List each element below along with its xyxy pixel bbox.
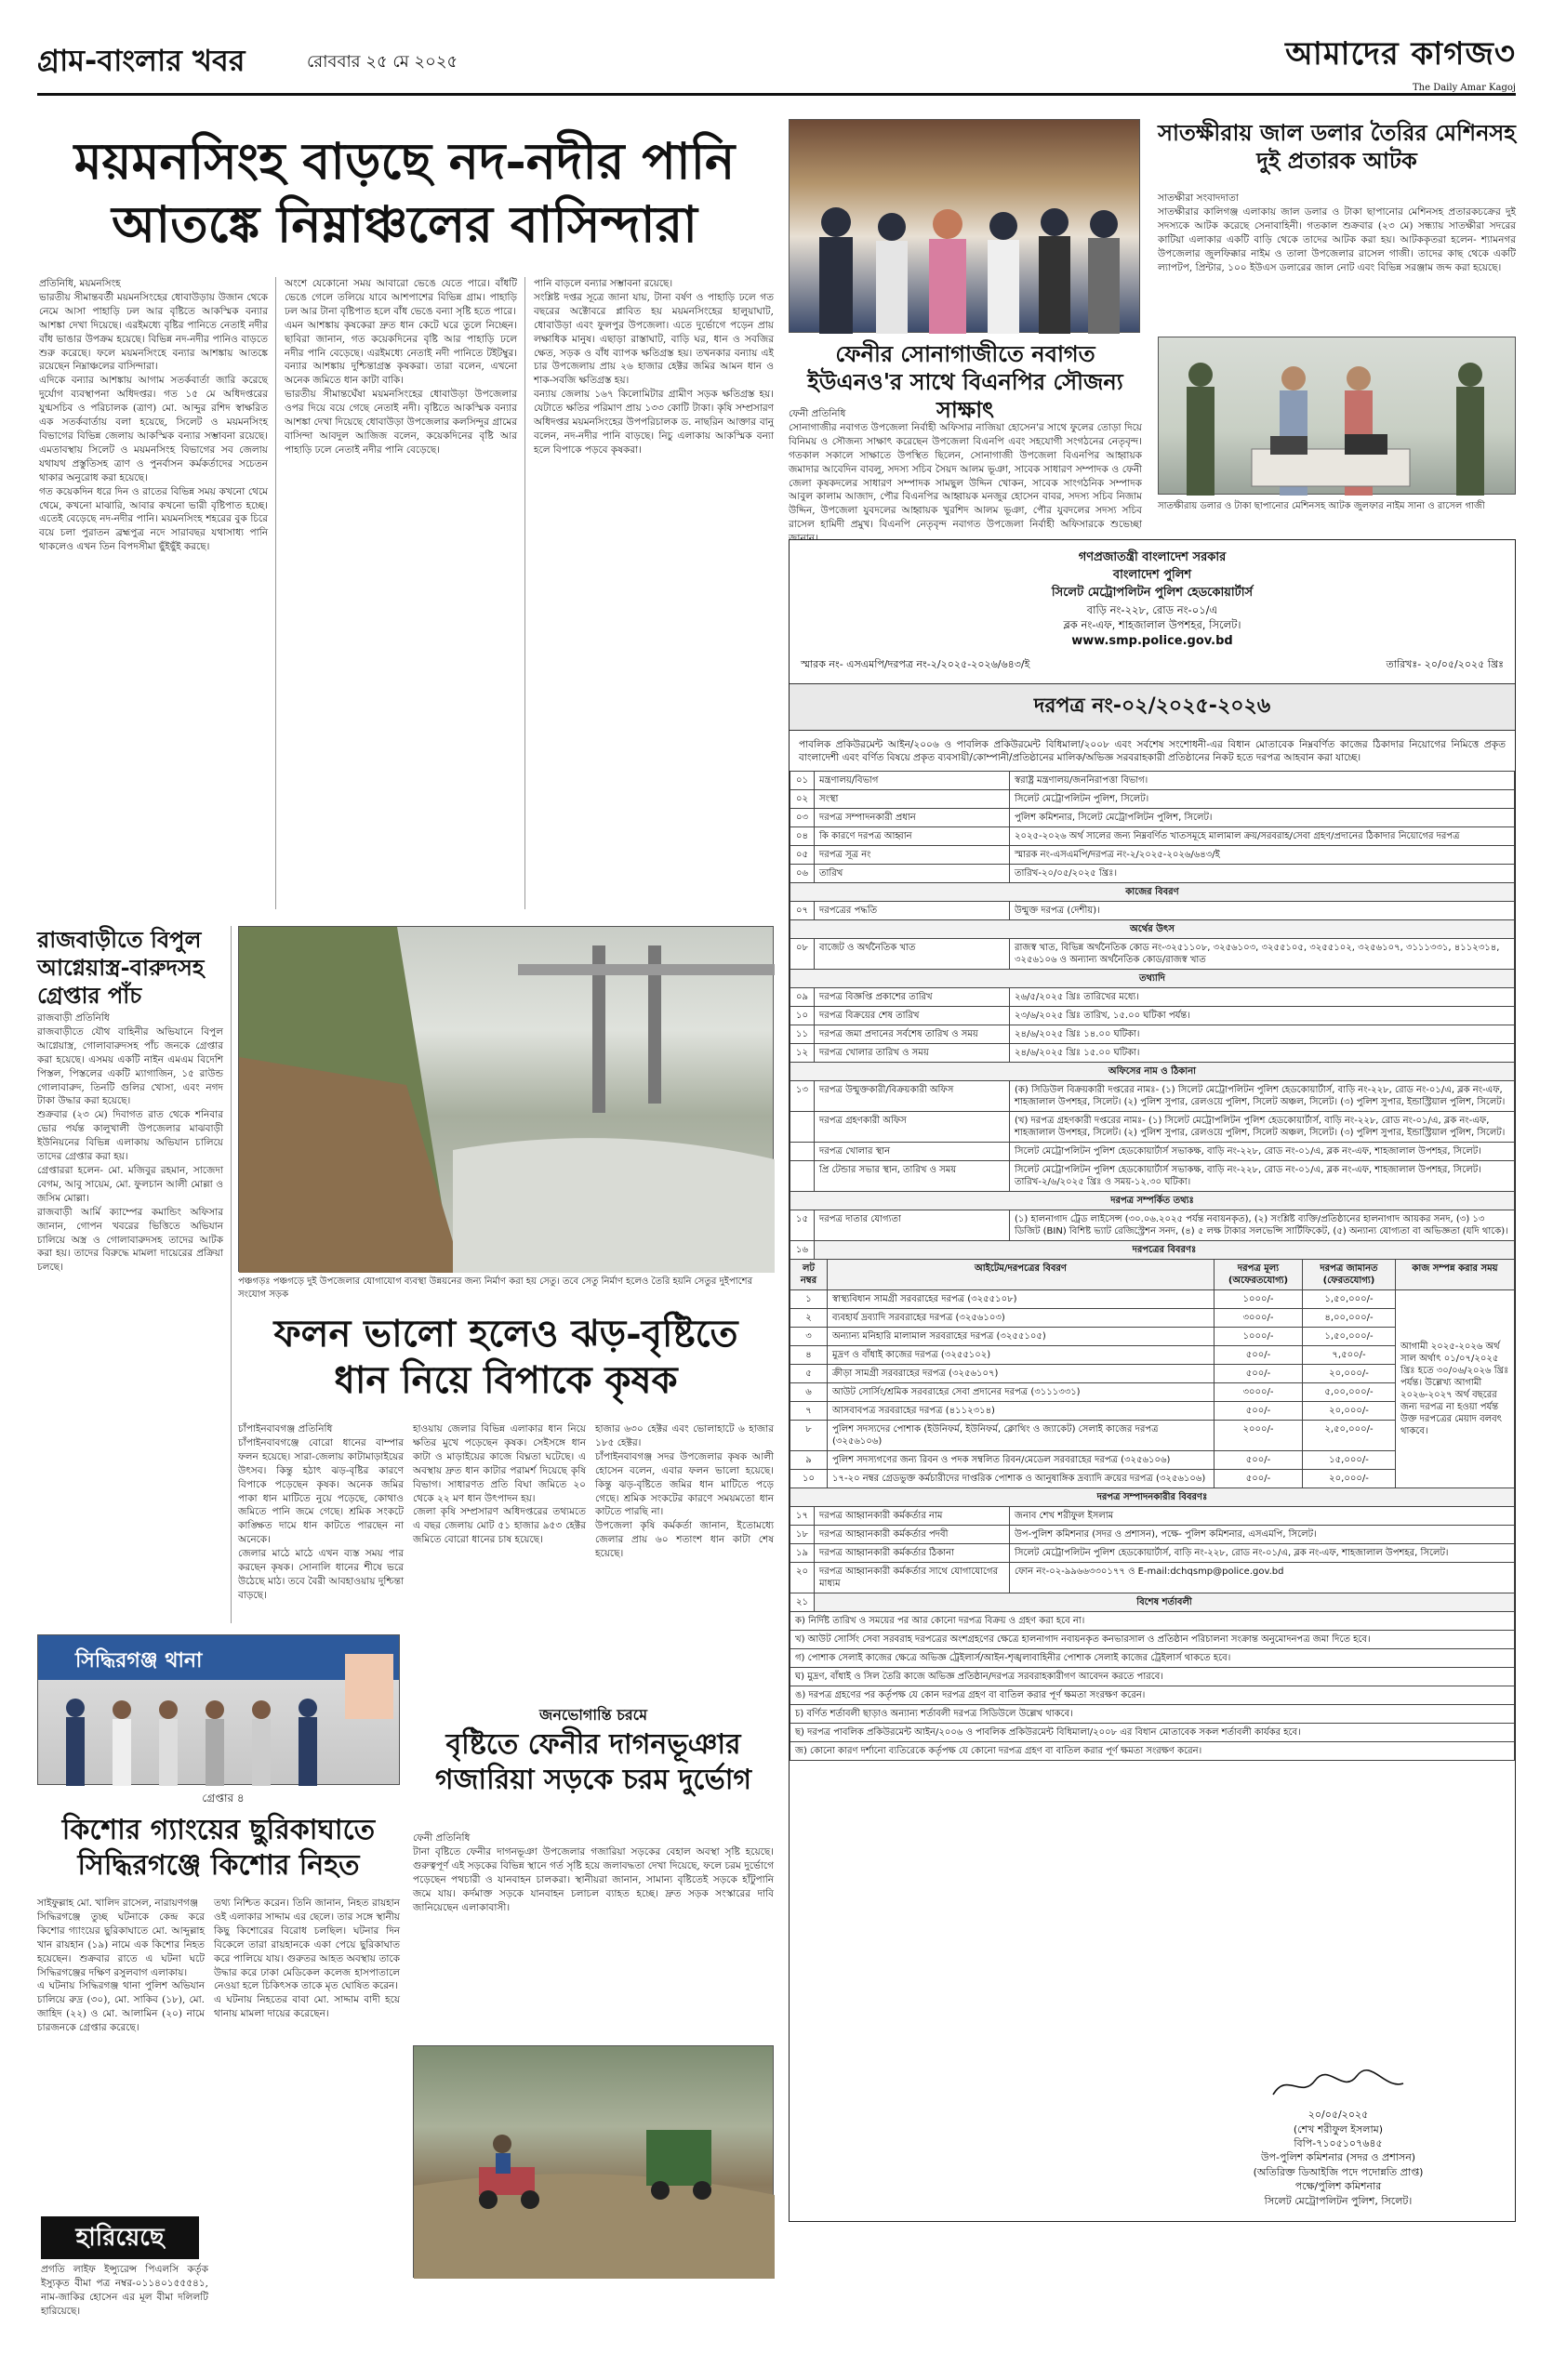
tender-cell-n: ১৯ — [790, 1544, 815, 1563]
tender-cell-v: ২০২৫-২০২৬ অর্থ সালের জন্য নিম্নবর্ণিত খাতসমূহে মালামাল ক্রয়/সরবরাহ/সেবা গ্রহণ/প্রদানের ঠিকাদার নিয়োগের দরপত্র — [1010, 827, 1515, 846]
term-text: ঘ) মুদ্রণ, বাঁধাই ও সিল তৈরি কাজে অভিজ্ঞ প্রতিষ্ঠান/দরপত্র সরবরাহকারীগণ আবেদন করতে পারবে। — [790, 1668, 1515, 1686]
column-divider — [275, 277, 276, 909]
tender-row — [790, 1112, 1515, 1143]
tender-row — [790, 772, 1515, 790]
goods-cell-security: ৭,৫০০/- — [1303, 1346, 1396, 1365]
tender-website-link[interactable]: www.smp.police.gov.bd — [1071, 633, 1233, 648]
tender-cell-v: রাজস্ব খাত, বিভিন্ন অর্থনৈতিক কোড নং-৩২৫১১০৮, ৩২৫৬১০৩, ৩২৫৫১০৫, ৩২৫৫১০২, ৩২৫৬১০৭, ৩১১১৩৩১, ৪১১২৩১৪, ৩২৫৬১০৬ ও অন্যান্য অর্থনৈতিক কোড/রাজস্ব খাত — [1010, 939, 1515, 970]
lead-column-1: প্রতিনিধি, ময়মনসিংহ ভারতীয় সীমান্তবর্তী ময়মনসিংহের ধোবাউড়ায় উজান থেকে নেমে আসা পাহাড়ি ঢল আর বৃষ্টিতে আকস্মিক বন্যার আশঙ্কা দেখা দিয়েছে। এরইমধ্যে বৃষ্টির পানিতে নেতাই নদীর বাঁধ ভাঙার উপক্রম হয়েছে। বিভিন্ন নদ-নদীর পানিও বাড়তে শুরু করেছে। ফলে ময়মনসিংহে বন্যার আশঙ্কায় আতঙ্কে রয়েছেন নিম্নাঞ্চলের বাসিন্দারা। এদিকে বন্যার আশঙ্কায় আগাম সতর্কবার্তা জারি করেছে দুর্যোগ ব্যবস্থাপনা অধিদপ্তর। গত ১৫ মে অধিদপ্তরের যুগ্মসচিব ও পরিচালক (ত্রাণ) মো. আব্দুর রশিদ স্বাক্ষরিত এক সতর্কবার্তায় বলা হয়েছে, সিলেট ও ময়মনসিংহ বিভাগের বিভিন্ন জেলায় আকস্মিক বন্যার সম্ভাবনা রয়েছে। এমতাবস্থায় সিলেট ও ময়মনসিংহ বিভাগের সব জেলায় যথাযথ প্রস্তুতিসহ ত্রাণ ও পুনর্বাসন কর্মকর্তাদের সচেতন থাকার অনুরোধ করা হয়েছে। গত কয়েকদিন ধরে দিন ও রাতের বিভিন্ন সময় কখনো থেমে থেমে, কখনো মাঝারি, আবার কখনো ভারী বৃষ্টিপাত হচ্ছে। এতেই বেড়েছে নদ-নদীর পানি। ময়মনসিংহ শহরের বুক চিরে বয়ে চলা পুরাতন ব্রহ্মপুত্র নদে সারাবছর যথাসাধ্য পানি থাকলেও এখন তিন বিপদসীমা ছুঁইছুঁই করছে। — [39, 278, 268, 553]
tender-row — [790, 1210, 1515, 1241]
rajbari-headline: রাজবাড়ীতে বিপুল আগ্নেয়াস্ত্র-বারুদসহ গ্রেপ্তার পাঁচ — [37, 926, 205, 1009]
tender-cell-k: দরপত্র গ্রহণকারী অফিস — [815, 1112, 1010, 1143]
tender-cell-k: সংস্থা — [815, 790, 1010, 809]
lost-notice-title: হারিয়েছে — [41, 2216, 199, 2259]
paddy-column-2: হাওয়ায় জেলার বিভিন্ন এলাকার ধান নিয়ে ক্ষতির মুখে পড়েছেন কৃষক। সেইসঙ্গে ধান কাটা ও মাড়াইয়ের কাজে বিঘ্নতা ঘটেছে। এ অবস্থায় দ্রুত ধান কাটার পরামর্শ দিয়েছে কৃষি বিভাগ। সাধারণত প্রতি বিঘা জমিতে ২০ থেকে ২২ মণ ধান উৎপাদন হয়। জেলা কৃষি সম্প্রসারণ অধিদপ্তরের তথ্যমতে এ বছর জেলায় মোট ৫১ হাজার ৯৫৩ হেক্টর জমিতে বোরো ধানের চাষ হয়েছে। — [413, 1423, 586, 1546]
tender-cell-v: সিলেট মেট্রোপলিটন পুলিশ হেডকোয়ার্টার্স সভাকক্ষ, বাড়ি নং-২২৮, রোড নং-০১/এ, ব্লক নং-এফ, শাহজালাল উপশহর, সিলেট। — [1010, 1143, 1515, 1161]
goods-col-lot: লট নম্বর — [790, 1260, 828, 1290]
tender-row — [790, 1161, 1515, 1192]
tender-cell-k: দরপত্র আহ্বানকারী কর্মকর্তার ঠিকানা — [815, 1544, 1010, 1563]
goods-cell-item: ব্যবহার্য দ্রব্যাদি সরবরাহের দরপত্র (৩২৫৬১০৩) — [828, 1309, 1215, 1328]
tender-cell-n: ১৫ — [790, 1210, 815, 1241]
term-row — [790, 1631, 1515, 1649]
goods-cell-n: ৭ — [790, 1402, 828, 1421]
signer-designation-2: (অতিরিক্ত ডিআইজি পদে পদোন্নতি প্রাপ্ত) — [1253, 2165, 1424, 2178]
goods-cell-price: ১০০০/- — [1215, 1290, 1303, 1309]
goods-cell-item: আসবাবপত্র সরবরাহের দরপত্র (৪১১২৩১৪) — [828, 1402, 1215, 1421]
tender-cell-k: দরপত্র উন্মুক্তকারী/বিক্রয়কারী অফিস — [815, 1081, 1010, 1112]
tender-cell-n: ০১ — [790, 772, 815, 790]
sonagazi-meeting-photo — [789, 119, 1140, 333]
muddy-road-vehicles-icon — [414, 2046, 775, 2279]
term-text: ঙ) দরপত্র গ্রহণের পর কর্তৃপক্ষ যে কোন দরপত্র গ্রহণ বা বাতিল করার পূর্ণ ক্ষমতা সংরক্ষণ করেন। — [790, 1686, 1515, 1705]
lost-notice-body: প্রগতি লাইফ ইন্স্যুরেন্স পিএলসি কর্তৃক ইস্যুকৃত বীমা পত্র নম্বর-০১১৪০১৫৫৫৪১, নাম-জাকির হোসেন এর মূল বীমা দলিলটি হারিয়েছে। — [41, 2264, 208, 2317]
tender-cell-k: দরপত্র খোলার তারিখ ও সময় — [815, 1044, 1010, 1063]
tender-row — [790, 1081, 1515, 1112]
goods-cell-price: ৫০০/- — [1215, 1365, 1303, 1383]
goods-cell-n: ২ — [790, 1309, 828, 1328]
sonagazi-headline: ফেনীর সোনাগাজীতে নবাগত ইউএনও'র সাথে বিএনপির সৌজন্য সাক্ষাৎ — [807, 340, 1123, 423]
tender-cell-n: ০৪ — [790, 827, 815, 846]
brand-subtitle: The Daily Amar Kagoj — [1413, 83, 1516, 93]
tender-row — [790, 988, 1515, 1007]
goods-cell-n: ১ — [790, 1290, 828, 1309]
tender-cell-n — [790, 1143, 815, 1161]
goods-cell-item: ক্রীড়া সামগ্রী সরবরাহের দরপত্র (৩২৫৬১০৭) — [828, 1365, 1215, 1383]
tender-cell-k: প্রি টেন্ডার সভার স্থান, তারিখ ও সময় — [815, 1161, 1010, 1192]
tender-signature-block — [1199, 2067, 1478, 2208]
tender-section-heading: বিশেষ শর্তাবলী — [815, 1593, 1515, 1612]
term-row — [790, 1742, 1515, 1761]
goods-cell-n: ৮ — [790, 1421, 828, 1451]
tender-row — [790, 939, 1515, 970]
dagonbhuiyan-body: ফেনী প্রতিনিধি টানা বৃষ্টিতে ফেনীর দাগনভূঞা উপজেলার গজারিয়া সড়কের বেহাল অবস্থা সৃষ্টি হয়েছে। গুরুত্বপূর্ণ এই সড়কের বিভিন্ন স্থানে গর্ত সৃষ্টি হয়ে জলাবদ্ধতা দেখা দিয়েছে, ফলে চরম দুর্ভোগে পড়েছেন পথচারী ও যানবাহন চালকরা। স্থানীয়রা জানান, সামান্য বৃষ্টিতেই সড়কে হাঁটুপানি জমে যায়। কর্দমাক্ত সড়কে যানবাহন চলাচল ব্যাহত হচ্ছে। দ্রুত সড়ক সংস্কারের দাবি জানিয়েছেন এলাকাবাসী। — [413, 1832, 774, 1913]
tender-title: দরপত্র নং-০২/২০২৫-২০২৬ — [790, 683, 1515, 731]
goods-cell-price: ১০০০/- — [1215, 1328, 1303, 1346]
tender-cell-v: স্মারক নং-এসএমপি/দরপত্র নং-২/২০২৫-২০২৬/৬৪৩/ই — [1010, 846, 1515, 865]
goods-cell-security: ২০,০০০/- — [1303, 1470, 1396, 1488]
tender-officer-table: দরপত্র সম্পাদনকারীর বিবরণঃ ১৭ দরপত্র আহ্বানকারী কর্মকর্তার নাম জনাব শেখ শরীফুল ইসলাম ১৮ দরপত্র আহ্বানকারী কর্মকর্তার পদবী উপ-পুলিশ কমিশনার (সদর ও প্রশাসন), পক্ষে- পুলিশ কমিশনার, এসএমপি, সিলেট। ১৯ দরপত্র আহ্বানকারী কর্মকর্তার ঠিকানা সিলেট মেট্রোপলিটন পুলিশ হেডকোয়ার্টার্স, বাড়ি নং-২২৮, রোড নং-০১/এ, ব্লক নং-এফ, শাহজালাল উপশহর, সিলেট। ২০ দরপত্র আহ্বানকারী কর্মকর্তার সাথে যোগাযোগের মাধ্যম ফোন নং-০২-৯৯৬৬৩৩০১৭৭ ও E-mail:dchqsmp@police.gov.bd ২১ বিশেষ শর্তাবলী ক) নির্দিষ্ট তারিখ ও সময়ের পর আর কোনো দরপত্র বিক্রয় ও গ্রহণ করা হবে না। খ) আউট সোর্সিং সেবা সরবরাহ দরপত্রের অংশগ্রহণের ক্ষেত্রে হালনাগাদ নবায়নকৃত কনভারসাল ও প্রতিষ্ঠান পরিচালনা সংক্রান্ত অনুমোদনপত্র জমা দিতে হবে। গ) পোশাক সেলাই কাজের ক্ষেত্রে অভিজ্ঞ ট্রেইলার্স/আইন-শৃঙ্খলাবাহিনীর পোশাক সেলাই কাজের ট্রেইলার্স থাকতে হবে। ঘ) মুদ্রণ, বাঁধাই ও সিল তৈরি কাজে অভিজ্ঞ প্রতিষ্ঠান/দরপত্র সরবরাহকারীগণ আবেদন করতে পারবে। ঙ) দরপত্র গ্রহণের পর কর্তৃপক্ষ যে কোন দরপত্র গ্রহণ বা বাতিল করার পূর্ণ ক্ষমতা সংরক্ষণ করেন। চ) বর্ণিত শর্তাবলী ছাড়াও অন্যান্য শর্তাবলী দরপত্র সিডিউলে উল্লেখ থাকবে। ছ) দরপত্র পাবলিক প্রকিউরমেন্ট আইন/২০০৬ ও পাবলিক প্রকিউরমেন্ট বিধিমালা/২০০৮ এর বিধান মোতাবেক সকল শর্তাবলী কার্যকর হবে। জ) কোনো কারণ দর্শানো ব্যতিরেকে কর্তৃপক্ষ যে কোনো দরপত্র গ্রহণ বা বাতিল করার পূর্ণ ক্ষমতা সংরক্ষণ করেন। — [790, 1488, 1515, 1761]
signer-designation-1: উপ-পুলিশ কমিশনার (সদর ও প্রশাসন) — [1260, 2151, 1416, 2164]
tender-notice — [789, 539, 1516, 2222]
tender-cell-n: ০২ — [790, 790, 815, 809]
tender-section-heading: দরপত্রের বিবরণঃ — [815, 1241, 1515, 1260]
goods-cell-price: ৩০০০/- — [1215, 1309, 1303, 1328]
signer-bp: বিপি-৭১০৫১০৭৬৪৫ — [1294, 2137, 1383, 2150]
lead-column-2: অংশে যেকোনো সময় আবারো ভেঙে যেতে পারে। বাঁধটি ভেঙে গেলে তলিয়ে যাবে আশপাশের বিভিন্ন গ্রাম। পাহাড়ি ঢল আর টানা বৃষ্টিপাত হলে বাঁধ ভেঙে বন্যা সৃষ্টি হতে পারে। এমন আশঙ্কায় কৃষকেরা দ্রুত ধান কেটে ঘরে তুলে নিচ্ছেন। ছাবিরা জানান, গত কয়েকদিনের বৃষ্টি আর পাহাড়ি ঢলে নদীর পানি বেড়েছে। এরইমধ্যে নেতাই নদী পানিতে টইটম্বুর। বন্যার আশঙ্কায় দুশ্চিন্তাগ্রস্ত কৃষকরা। তারা বলেন, এখনো অনেক জমিতে ধান কাটা বাকি। ভারতীয় সীমান্তঘেঁষা ময়মনসিংহের ধোবাউড়া উপজেলার ওপর দিয়ে বয়ে গেছে নেতাই নদী। বৃষ্টিতে আকস্মিক বন্যার আশঙ্কা দেখা দিয়েছে ধোবাউড়া উপজেলার কলসিন্দুর গ্রামের বাসিন্দা আবদুল আজিজ বলেন, কয়েকদিনের বৃষ্টি আর পাহাড়ি ঢলে নেতাই নদীর পানি বেড়েছে। — [285, 278, 517, 456]
term-row — [790, 1686, 1515, 1705]
siddhirganj-headline: কিশোর গ্যাংয়ের ছুরিকাঘাতে সিদ্ধিরগঞ্জে কিশোর নিহত — [61, 1814, 376, 1882]
goods-cell-price: ৫০০/- — [1215, 1402, 1303, 1421]
column-divider — [524, 277, 525, 909]
goods-cell-security: ১,৫০,০০০/- — [1303, 1328, 1396, 1346]
tender-org-line-1: গণপ্রজাতন্ত্রী বাংলাদেশ সরকার — [1078, 550, 1227, 564]
signer-name: (শেখ শরীফুল ইসলাম) — [1293, 2122, 1384, 2135]
tender-cell-k: দরপত্র সম্পাদনকারী প্রধান — [815, 809, 1010, 827]
tender-cell-n: ১৭ — [790, 1507, 815, 1526]
goods-cell-n: ৫ — [790, 1365, 828, 1383]
paddy-headline — [238, 1311, 774, 1404]
people-group-icon — [790, 120, 1141, 334]
signer-designation-4: সিলেট মেট্রোপলিটন পুলিশ, সিলেট। — [1264, 2194, 1413, 2207]
siddhirganj-column-1: সাইফুল্লাহ মো. খালিদ রাসেল, নারায়ণগঞ্জ সিদ্ধিরগঞ্জে তুচ্ছ ঘটনাকে কেন্দ্র করে কিশোর গ্যাংয়ের ছুরিকাঘাতে মো. আব্দুল্লাহ খান রায়হান (১৯) নামে এক কিশোর নিহত হয়েছেন। শুক্রবার রাতে এ ঘটনা ঘটে সিদ্ধিরগঞ্জের দক্ষিণ রসুলবাগ এলাকায়। এ ঘটনায় সিদ্ধিরগঞ্জ থানা পুলিশ অভিযান চালিয়ে রুদ্র (৩০), মো. সাকিব (১৮), মো. জাহিদ (২২) ও মো. আলামিন (২০) নামে চারজনকে গ্রেপ্তার করেছে। — [37, 1897, 205, 2034]
tender-cell-k: তারিখ — [815, 865, 1010, 883]
term-row — [790, 1668, 1515, 1686]
term-text: ছ) দরপত্র পাবলিক প্রকিউরমেন্ট আইন/২০০৬ ও পাবলিক প্রকিউরমেন্ট বিধিমালা/২০০৮ এর বিধান মোতাবেক সকল শর্তাবলী কার্যকর হবে। — [790, 1724, 1515, 1742]
section-title: গ্রাম-বাংলার খবর — [37, 43, 246, 78]
goods-cell-security: ২০,০০০/- — [1303, 1402, 1396, 1421]
tender-table: ০১ মন্ত্রণালয়/বিভাগ স্বরাষ্ট্র মন্ত্রণালয়/জননিরাপত্তা বিভাগ। ০২ সংস্থা সিলেট মেট্রোপলিটন পুলিশ, সিলেট। ০৩ দরপত্র সম্পাদনকারী প্রধান পুলিশ কমিশনার, সিলেট মেট্রোপলিটন পুলিশ, সিলেট। ০৪ কি কারণে দরপত্র আহ্বান ২০২৫-২০২৬ অর্থ সালের জন্য নিম্নবর্ণিত খাতসমূহে মালামাল ক্রয়/সরবরাহ/সেবা গ্রহণ/প্রদানের ঠিকাদার নিয়োগের দরপত্র ০৫ দরপত্র সূত্র নং স্মারক নং-এসএমপি/দরপত্র নং-২/২০২৫-২০২৬/৬৪৩/ই ০৬ তারিখ তারিখ-২০/০৫/২০২৫ খ্রিঃ। কাজের বিবরণ ০৭ দরপত্রের পদ্ধতি উন্মুক্ত দরপত্র (দেশীয়)। অর্থের উৎস ০৮ বাজেট ও অর্থনৈতিক খাত রাজস্ব খাত, বিভিন্ন অর্থনৈতিক কোড নং-৩২৫১১০৮, ৩২৫৬১০৩, ৩২৫৫১০৫, ৩২৫৫১০২, ৩২৫৬১০৭, ৩১১১৩৩১, ৪১১২৩১৪, ৩২৫৬১০৬ ও অন্যান্য অর্থনৈতিক কোড/রাজস্ব খাত তথ্যাদি ০৯ দরপত্র বিজ্ঞপ্তি প্রকাশের তারিখ ২৬/৫/২০২৫ খ্রিঃ তারিখের মধ্যে। ১০ দরপত্র বিক্রয়ের শেষ তারিখ ২৩/৬/২০২৫ খ্রিঃ তারিখ, ১৫.০০ ঘটিকা পর্যন্ত। ১১ দরপত্র জমা প্রদানের সর্বশেষ তারিখ ও সময় ২৪/৬/২০২৫ খ্রিঃ ১৪.০০ ঘটিকা। ১২ দরপত্র খোলার তারিখ ও সময় ২৪/৬/২০২৫ খ্রিঃ ১৫.০০ ঘটিকা। অফিসের নাম ও ঠিকানা ১৩ দরপত্র উন্মুক্তকারী/বিক্রয়কারী অফিস (ক) সিডিউল বিক্রয়কারী দপ্তরের নামঃ- (১) সিলেট মেট্রোপলিটন পুলিশ হেডকোয়ার্টার্স, বাড়ি নং-২২৮, রোড নং-০১/এ, ব্লক নং-এফ, শাহজালাল উপশহর, সিলেট। (২) পুলিশ সুপার, রেলওয়ে পুলিশ, সিলেট অঞ্চল, সিলেট। (৩) পুলিশ সুপার, ইন্ডাস্ট্রিয়াল পুলিশ, সিলেট। দরপত্র গ্রহণকারী অফিস (খ) দরপত্র গ্রহণকারী দপ্তরের নামঃ- (১) সিলেট মেট্রোপলিটন পুলিশ হেডকোয়ার্টার্স, বাড়ি নং-২২৮, রোড নং-০১/এ, ব্লক নং-এফ, শাহজালাল উপশহর, সিলেট। (২) পুলিশ সুপার, রেলওয়ে পুলিশ, সিলেট অঞ্চল, সিলেট। (৩) পুলিশ সুপার, ইন্ডাস্ট্রিয়াল পুলিশ, সিলেট। দরপত্র খোলার স্থান সিলেট মেট্রোপলিটন পুলিশ হেডকোয়ার্টার্স সভাকক্ষ, বাড়ি নং-২২৮, রোড নং-০১/এ, ব্লক নং-এফ, শাহজালাল উপশহর, সিলেট। প্রি টেন্ডার সভার স্থান, তারিখ ও সময় সিলেট মেট্রোপলিটন পুলিশ হেডকোয়ার্টার্স সভাকক্ষ, বাড়ি নং-২২৮, রোড নং-০১/এ, ব্লক নং-এফ, শাহজালাল উপশহর, সিলেট। তারিখ-২/৬/২০২৫ খ্রিঃ ও সময়-১২.৩০ ঘটিকা। দরপত্র সম্পর্কিত তথ্যঃ ১৫ দরপত্র দাতার যোগ্যতা (১) হালনাগাদ ট্রেড লাইসেন্স (৩০.০৬.২০২৫ পর্যন্ত নবায়নকৃত), (২) সংশ্লিষ্ট ব্যক্তি/প্রতিষ্ঠানের হালনাগাদ আয়কর সনদ, (৩) ১৩ ডিজিট (BIN) বিশিষ্ট ভ্যাট রেজিস্ট্রেশন সনদ, (৪) ৫ লক্ষ টাকার সলভেন্সি সার্টিফিকেট, (৫) অন্যান্য যোগ্যতা বা অভিজ্ঞতা (যদি থাকে)। ১৬ দরপত্রের বিবরণঃ — [790, 771, 1515, 1260]
tender-org-line-2: বাংলাদেশ পুলিশ — [1112, 567, 1192, 582]
tender-cell-n: ১৩ — [790, 1081, 815, 1112]
tender-row — [790, 790, 1515, 809]
tender-cell-v: (১) হালনাগাদ ট্রেড লাইসেন্স (৩০.০৬.২০২৫ পর্যন্ত নবায়নকৃত), (২) সংশ্লিষ্ট ব্যক্তি/প্রতিষ্ঠানের হালনাগাদ আয়কর সনদ, (৩) ১৩ ডিজিট (BIN) বিশিষ্ট ভ্যাট রেজিস্ট্রেশন সনদ, (৪) ৫ লক্ষ টাকার সলভেন্সি সার্টিফিকেট, (৫) অন্যান্য যোগ্যতা বা অভিজ্ঞতা (যদি থাকে)। — [1010, 1210, 1515, 1241]
paddy-column-3: হাজার ৬৩০ হেক্টর এবং ভোলাহাটে ৬ হাজার ১৮৫ হেক্টর। চাঁপাইনবাবগঞ্জ সদর উপজেলার কৃষক আলী হোসেন বলেন, এবার ফলন ভালো হয়েছে। কিন্তু ঝড়-বৃষ্টিতে জমির ধান মাটিতে পড়ে গেছে। শ্রমিক সংকটের কারণে সময়মতো ধান কাটতে পারছি না। উপজেলা কৃষি কর্মকর্তা জানান, ইতোমধ্যে জেলার প্রায় ৬০ শতাংশ ধান কাটা শেষ হয়েছে। — [595, 1423, 774, 1560]
tender-memo-date: তারিখঃ- ২০/০৫/২০২৫ খ্রিঃ — [1386, 657, 1504, 670]
tender-cell-v: পুলিশ কমিশনার, সিলেট মেট্রোপলিটন পুলিশ, সিলেট। — [1010, 809, 1515, 827]
tender-intro: পাবলিক প্রকিউরমেন্ট আইন/২০০৬ ও পাবলিক প্রকিউরমেন্ট বিধিমালা/২০০৮ এবং সর্বশেষ সংশোধনী-এর বিধান মোতাবেক নিম্নবর্ণিত কাজের ঠিকাদার নিয়োগের নিমিত্তে প্রকৃত বাংলাদেশী এবং বর্ণিত বিষয়ে প্রকৃত ব্যবসায়ী/কোম্পানী/প্রতিষ্ঠানের মালিক/অভিজ্ঞ সরবরাহকারী প্রতিষ্ঠানের নিকট হতে দরপত্র আহবান করা যাচ্ছে। — [799, 738, 1506, 764]
tender-cell-n — [790, 1112, 815, 1143]
term-row — [790, 1705, 1515, 1724]
issue-date: রোববার ২৫ মে ২০২৫ — [307, 52, 458, 72]
header-rule — [37, 93, 1516, 96]
tender-cell-v: ২৪/৬/২০২৫ খ্রিঃ ১৫.০০ ঘটিকা। — [1010, 1044, 1515, 1063]
tender-cell-v: সিলেট মেট্রোপলিটন পুলিশ হেডকোয়ার্টার্স সভাকক্ষ, বাড়ি নং-২২৮, রোড নং-০১/এ, ব্লক নং-এফ, শাহজালাল উপশহর, সিলেট। তারিখ-২/৬/২০২৫ খ্রিঃ ও সময়-১২.৩০ ঘটিকা। — [1010, 1161, 1515, 1192]
goods-cell-price: ৫০০/- — [1215, 1346, 1303, 1365]
term-text: জ) কোনো কারণ দর্শানো ব্যতিরেকে কর্তৃপক্ষ যে কোনো দরপত্র গ্রহণ বা বাতিল করার পূর্ণ ক্ষমতা সংরক্ষণ করেন। — [790, 1742, 1515, 1761]
goods-col-price: দরপত্র মূল্য (অফেরতযোগ্য) — [1215, 1260, 1303, 1290]
tender-cell-v: (খ) দরপত্র গ্রহণকারী দপ্তরের নামঃ- (১) সিলেট মেট্রোপলিটন পুলিশ হেডকোয়ার্টার্স, বাড়ি নং-২২৮, রোড নং-০১/এ, ব্লক নং-এফ, শাহজালাল উপশহর, সিলেট। (২) পুলিশ সুপার, রেলওয়ে পুলিশ, সিলেট অঞ্চল, সিলেট। (৩) পুলিশ সুপার, ইন্ডাস্ট্রিয়াল পুলিশ, সিলেট। — [1010, 1112, 1515, 1143]
tender-cell-v: সিলেট মেট্রোপলিটন পুলিশ, সিলেট। — [1010, 790, 1515, 809]
goods-col-security: দরপত্র জামানত (ফেরতযোগ্য) — [1303, 1260, 1396, 1290]
tender-row — [790, 1526, 1515, 1544]
goods-cell-price: ৫০০/- — [1215, 1470, 1303, 1488]
goods-cell-n: ৬ — [790, 1383, 828, 1402]
tender-org-line-3: সিলেট মেট্রোপলিটন পুলিশ হেডকোয়ার্টার্স — [1051, 585, 1254, 600]
tender-section-heading: তথ্যাদি — [790, 970, 1515, 988]
tender-cell-k: দরপত্র আহ্বানকারী কর্মকর্তার সাথে যোগাযোগের মাধ্যম — [815, 1563, 1010, 1593]
tender-memo-number: স্মারক নং- এসএমপি/দরপত্র নং-২/২০২৫-২০২৬/৬৪৩/ই — [801, 657, 1030, 670]
bridge-photo — [238, 926, 774, 1272]
tender-row — [790, 827, 1515, 846]
tender-address-2: ব্লক নং-এফ, শাহজালাল উপশহর, সিলেট। — [1063, 618, 1241, 632]
goods-cell-item: পুলিশ সদস্যদের পোশাক (ইউনিফর্ম, ইউনিফর্ম, ক্লোথিং ও জ্যাকেট) সেলাই কাজের দরপত্র (৩২৫৬১০৬) — [828, 1421, 1215, 1451]
flooded-road-photo — [413, 2045, 774, 2278]
term-row — [790, 1612, 1515, 1631]
tender-cell-n: ১১ — [790, 1025, 815, 1044]
tender-cell-k: দরপত্র খোলার স্থান — [815, 1143, 1010, 1161]
tender-cell-k: বাজেট ও অর্থনৈতিক খাত — [815, 939, 1010, 970]
page-number: ৩ — [1493, 35, 1516, 73]
goods-cell-security: ১,৫০,০০০/- — [1303, 1290, 1396, 1309]
term-text: চ) বর্ণিত শর্তাবলী ছাড়াও অন্যান্য শর্তাবলী দরপত্র সিডিউলে উল্লেখ থাকবে। — [790, 1705, 1515, 1724]
tender-cell-n: ০৩ — [790, 809, 815, 827]
goods-cell-price: ৫০০/- — [1215, 1451, 1303, 1470]
dagonbhuiyan-headline: বৃষ্টিতে ফেনীর দাগনভূঞার গজারিয়া সড়কে চরম দুর্ভোগ — [434, 1728, 752, 1796]
goods-cell-price: ৩০০০/- — [1215, 1383, 1303, 1402]
signature-image — [1268, 2067, 1408, 2104]
tender-cell-v: উন্মুক্ত দরপত্র (দেশীয়)। — [1010, 902, 1515, 920]
goods-cell-n: ৩ — [790, 1328, 828, 1346]
tender-cell-n: ০৭ — [790, 902, 815, 920]
tender-cell-v: ২৪/৬/২০২৫ খ্রিঃ ১৪.০০ ঘটিকা। — [1010, 1025, 1515, 1044]
arrest-caption: গ্রেপ্তার ৪ — [202, 1792, 245, 1805]
satkhira-headline: সাতক্ষীরায় জাল ডলার তৈরির মেশিনসহ দুই প্রতারক আটক — [1158, 119, 1516, 174]
term-text: খ) আউট সোর্সিং সেবা সরবরাহ দরপত্রের অংশগ্রহণের ক্ষেত্রে হালনাগাদ নবায়নকৃত কনভারসাল ও প্রতিষ্ঠান পরিচালনা সংক্রান্ত অনুমোদনপত্র জমা দিতে হবে। — [790, 1631, 1515, 1649]
masthead[interactable] — [1285, 30, 1516, 93]
tender-organization — [790, 540, 1515, 651]
tender-cell-k: দরপত্র আহ্বানকারী কর্মকর্তার নাম — [815, 1507, 1010, 1526]
police-with-arrestees-icon — [38, 1635, 401, 1786]
goods-cell-security: ৪,০০,০০০/- — [1303, 1309, 1396, 1328]
term-row — [790, 1649, 1515, 1668]
tender-row — [790, 902, 1515, 920]
tender-cell-n: ১৮ — [790, 1526, 815, 1544]
siddhirganj-police-photo — [37, 1634, 400, 1785]
tender-cell-n: ২০ — [790, 1563, 815, 1593]
bridge-caption: পঞ্চগড়ঃ পঞ্চগড়ে দুই উপজেলার যোগাযোগ ব্যবস্থা উন্নয়নের জন্য নির্মাণ করা হয় সেতু। তবে সেতু নির্মাণ হলেও তৈরি হয়নি সেতুর দুইপাশের সংযোগ সড়ক — [238, 1276, 753, 1300]
tender-memo-row — [790, 651, 1515, 680]
tender-cell-k: দরপত্র বিজ্ঞপ্তি প্রকাশের তারিখ — [815, 988, 1010, 1007]
goods-table — [790, 1259, 1515, 1488]
tender-row — [790, 865, 1515, 883]
paddy-headline-line-2: ধান নিয়ে বিপাকে কৃষক — [334, 1358, 678, 1402]
tender-row — [790, 1044, 1515, 1063]
soldiers-with-suspects-icon — [1159, 337, 1517, 496]
tender-cell-n — [790, 1161, 815, 1192]
goods-cell-security: ১৫,০০০/- — [1303, 1451, 1396, 1470]
paddy-headline-line-1: ফলন ভালো হলেও ঝড়-বৃষ্টিতে — [273, 1312, 738, 1355]
tender-section-heading: কাজের বিবরণ — [790, 883, 1515, 902]
lead-headline — [37, 130, 772, 256]
signer-designation-3: পক্ষে/পুলিশ কমিশনার — [1294, 2180, 1382, 2193]
tender-cell-n: ১০ — [790, 1007, 815, 1025]
tender-cell-k: দরপত্র দাতার যোগ্যতা — [815, 1210, 1010, 1241]
tender-cell-v: সিলেট মেট্রোপলিটন পুলিশ হেডকোয়ার্টার্স, বাড়ি নং-২২৮, রোড নং-০১/এ, ব্লক নং-এফ, শাহজালাল উপশহর, সিলেট। — [1010, 1544, 1515, 1563]
goods-cell-item: স্বাস্থ্যবিধান সামগ্রী সরবরাহের দরপত্র (৩২৫৫১০৮) — [828, 1290, 1215, 1309]
tender-cell-k: দরপত্র বিক্রয়ের শেষ তারিখ — [815, 1007, 1010, 1025]
tender-row — [790, 1544, 1515, 1563]
tender-row — [790, 1507, 1515, 1526]
tender-cell-k: দরপত্রের পদ্ধতি — [815, 902, 1010, 920]
term-text: ক) নির্দিষ্ট তারিখ ও সময়ের পর আর কোনো দরপত্র বিক্রয় ও গ্রহণ করা হবে না। — [790, 1612, 1515, 1631]
goods-cell-n: ৯ — [790, 1451, 828, 1470]
siddhirganj-column-2: তথ্য নিশ্চিত করেন। তিনি জানান, নিহত রায়হান ওই এলাকার সাদ্দাম এর ছেলে। তার সঙ্গে স্থানীয় কিছু কিশোরের বিরোধ চলছিল। ঘটনার দিন বিকেলে তারা রায়হানকে একা পেয়ে ছুরিকাঘাত করে পালিয়ে যায়। গুরুতর আহত অবস্থায় তাকে উদ্ধার করে ঢাকা মেডিকেল কলেজ হাসপাতালে নেওয়া হলে চিকিৎসক তাকে মৃত ঘোষিত করেন। এ ঘটনায় নিহতের বাবা মো. সাদ্দাম বাদী হয়ে থানায় মামলা দায়ের করেছেন। — [214, 1897, 400, 2020]
sonagazi-body: ফেনী প্রতিনিধি সোনাগাজীর নবাগত উপজেলা নির্বাহী অফিসার নাজিয়া হোসেন'র সাথে ফুলের তোড়া দিয়ে বিনিময় ও সৌজন্য সাক্ষাৎ করেছেন উপজেলা বিএনপি এবং সহযোগী সংগঠনের নেতৃবৃন্দ। গতকাল সকালে সাক্ষাতে উপস্থিত ছিলেন, সোনাগাজী উপজেলা বিএনপির আহ্বায়ক জমাদার আবেদিন বাবলু, সদস্য সচিব সৈয়দ আলম ভূঞা, সাবেক সাধারণ সম্পাদক ও ফেনী জেলা কৃষকদলের সাধারণ সম্পাদক সামছুল উদ্দিন খোকন, সাবেক সাংগঠনিক সম্পাদক আবুল কালাম আজাদ, পৌর বিএনপির আহ্বায়ক মনজুর হোসেন বাবর, সদস্য সচিব নিজাম উদ্দিন, উপজেলা যুবদলের আহ্বায়ক খুরশিদ আলম ভূঞা, পৌর যুবদলের সদস্য সচিব রাসেল হামিদী প্রমুখ। বিএনপি নেতৃবৃন্দ নবাগত উপজেলা নির্বাহী অফিসারকে শুভেচ্ছা — [789, 408, 1142, 531]
tender-cell-k: দরপত্র জমা প্রদানের সর্বশেষ তারিখ ও সময় — [815, 1025, 1010, 1044]
tender-cell-k: দরপত্র আহ্বানকারী কর্মকর্তার পদবী — [815, 1526, 1010, 1544]
tender-cell-k: কি কারণে দরপত্র আহ্বান — [815, 827, 1010, 846]
river-bridge-icon — [239, 927, 775, 1273]
tender-row — [790, 1025, 1515, 1044]
goods-cell-item: ১৭-২০ নম্বর গ্রেডভুক্ত কর্মচারীদের দাপ্তরিক পোশাক ও আনুষাঙ্গিক দ্রব্যাদি ক্রয়ের দরপত্র (৩২৫৬১০৬) — [828, 1470, 1215, 1488]
tender-section-heading: দরপত্র সম্পাদনকারীর বিবরণঃ — [790, 1488, 1515, 1507]
tender-cell-n: ০৫ — [790, 846, 815, 865]
term-text: গ) পোশাক সেলাই কাজের ক্ষেত্রে অভিজ্ঞ ট্রেইলার্স/আইন-শৃঙ্খলাবাহিনীর পোশাক সেলাই কাজের ট্রেইলার্স থাকতে হবে। — [790, 1649, 1515, 1668]
tender-cell-v: ২৬/৫/২০২৫ খ্রিঃ তারিখের মধ্যে। — [1010, 988, 1515, 1007]
goods-cell-item: আউট সোর্সিং/শ্রমিক সরবরাহের সেবা প্রদানের দরপত্র (৩১১১৩৩১) — [828, 1383, 1215, 1402]
satkhira-caption: সাতক্ষীরায় ডলার ও টাকা ছাপানোর মেশিনসহ আটক জুলফার নাইম সানা ও রাসেল গাজী — [1158, 501, 1485, 511]
goods-col-time: কাজ সম্পন্ন করার সময় — [1396, 1260, 1515, 1290]
tender-address-1: বাড়ি নং-২২৮, রোড নং-০১/এ — [1086, 602, 1218, 616]
goods-cell-item: পুলিশ সদস্যগণের জন্য রিবন ও পদক সম্বলিত রিবন/মেডেল সরবরাহের দরপত্র (৩২৫৬১০৬) — [828, 1451, 1215, 1470]
signature-date: ২০/০৫/২০২৫ — [1307, 2109, 1369, 2122]
tender-row — [790, 846, 1515, 865]
tender-row — [790, 809, 1515, 827]
tender-cell-n: ০৮ — [790, 939, 815, 970]
tender-cell-k: দরপত্র সূত্র নং — [815, 846, 1010, 865]
lead-headline-line-1: ময়মনসিংহ বাড়ছে নদ-নদীর পানি — [73, 131, 736, 191]
tender-cell-v: তারিখ-২০/০৫/২০২৫ খ্রিঃ। — [1010, 865, 1515, 883]
tender-row — [790, 1563, 1515, 1593]
goods-row — [790, 1290, 1515, 1309]
goods-cell-price: ২০০০/- — [1215, 1421, 1303, 1451]
rajbari-body: রাজবাড়ী প্রতিনিধি রাজবাড়ীতে যৌথ বাহিনীর অভিযানে বিপুল আগ্নেয়াস্ত্র, গোলাবারুদসহ পাঁচ জনকে গ্রেপ্তার করা হয়েছে। এসময় একটি নাইন এমএম বিদেশি পিস্তল, পিস্তলের একটি ম্যাগাজিন, ১৫ রাউন্ড গোলাবারুদ, তিনটি গুলির খোসা, এবং নগদ টাকা উদ্ধার করা হয়েছে। শুক্রবার (২৩ মে) দিবাগত রাত থেকে শনিবার ভোর পর্যন্ত কালুখালী উপজেলার মাঝবাড়ী ইউনিয়নের বিভিন্ন এলাকায় অভিযান চালিয়ে তাদের গ্রেপ্তার করা হয়। গ্রেপ্তাররা হলেন- মো. মজিবুর রহমান, সাজেদা বেগম, আবু সায়েম, মো. ফুলচান আলী মোল্লা ও জসিম মোল্লা। রাজবাড়ী আর্মি ক্যাম্পের কমান্ডিং অফিসার জানান, গোপন খবরের ভিত্তিতে অভিযান চালিয়ে অস্ত্র ও গোলাবারুদসহ তাদের আটক করা হয়। তাদের বিরুদ্ধে মামলা দায়েরের প্রক্রিয়া চলছে। — [37, 1012, 223, 1274]
goods-cell-security: ২,৫০,০০০/- — [1303, 1421, 1396, 1451]
goods-col-item: আইটেম/দরপত্রের বিবরণ — [828, 1260, 1215, 1290]
satkhira-seized-items-photo — [1158, 337, 1516, 495]
brand-name: আমাদের কাগজ — [1285, 35, 1494, 73]
tender-section-heading: দরপত্র সম্পর্কিত তথ্যঃ — [790, 1192, 1515, 1210]
thana-sign: সিদ্ধিরগঞ্জ থানা — [75, 1649, 203, 1673]
tender-cell-v: জনাব শেখ শরীফুল ইসলাম — [1010, 1507, 1515, 1526]
goods-cell-security: ২০,০০০/- — [1303, 1365, 1396, 1383]
tender-cell-k: মন্ত্রণালয়/বিভাগ — [815, 772, 1010, 790]
goods-cell-time: আগামী ২০২৫-২০২৬ অর্থ সাল অর্থাৎ ০১/০৭/২০২৫ খ্রিঃ হতে ৩০/০৬/২০২৬ খ্রিঃ পর্যন্ত। উল্লেখ্য আগামী ২০২৬-২০২৭ অর্থ বছরের জন্য দরপত্র না হওয়া পর্যন্ত উক্ত দরপত্রের মেয়াদ বলবৎ থাকবে। — [1396, 1290, 1515, 1488]
tender-cell-v: (ক) সিডিউল বিক্রয়কারী দপ্তরের নামঃ- (১) সিলেট মেট্রোপলিটন পুলিশ হেডকোয়ার্টার্স, বাড়ি নং-২২৮, রোড নং-০১/এ, ব্লক নং-এফ, শাহজালাল উপশহর, সিলেট। (২) পুলিশ সুপার, রেলওয়ে পুলিশ, সিলেট অঞ্চল, সিলেট। (৩) পুলিশ সুপার, ইন্ডাস্ট্রিয়াল পুলিশ, সিলেট। — [1010, 1081, 1515, 1112]
tender-row — [790, 1143, 1515, 1161]
goods-cell-n: ৪ — [790, 1346, 828, 1365]
goods-cell-n: ১০ — [790, 1470, 828, 1488]
term-row — [790, 1724, 1515, 1742]
tender-cell-v: উপ-পুলিশ কমিশনার (সদর ও প্রশাসন), পক্ষে- পুলিশ কমিশনার, এসএমপি, সিলেট। — [1010, 1526, 1515, 1544]
tender-cell-n: ১২ — [790, 1044, 815, 1063]
goods-cell-security: ৫,০০,০০০/- — [1303, 1383, 1396, 1402]
tender-row — [790, 1007, 1515, 1025]
paddy-column-1: চাঁপাইনবাবগঞ্জ প্রতিনিধি চাঁপাইনবাবগঞ্জে বোরো ধানের বাম্পার ফলন হয়েছে। সারা-জেলায় কাটামাড়াইয়ের উৎসব। কিন্তু হঠাৎ ঝড়-বৃষ্টির কারণে বিপাকে পড়েছেন কৃষক। অনেক জমির পাকা ধান মাটিতে নুয়ে পড়েছে, কোথাও জমিতে পানি জমে গেছে। শ্রমিক সংকটে কাঙ্ক্ষিত দামে ধান কাটতে পারছেন না অনেকে। জেলার মাঠে মাঠে এখন ব্যস্ত সময় পার করছেন কৃষক। সোনালি ধানের শীষে ভরে উঠেছে মাঠ। তবে বৈরী আবহাওয়ায় দুশ্চিন্তা বাড়ছে। — [238, 1423, 404, 1601]
tender-cell-v: স্বরাষ্ট্র মন্ত্রণালয়/জননিরাপত্তা বিভাগ। — [1010, 772, 1515, 790]
column-divider — [231, 926, 232, 1623]
tender-section-heading: অফিসের নাম ও ঠিকানা — [790, 1063, 1515, 1081]
dagonbhuiyan-kicker: জনভোগান্তি চরমে — [539, 1706, 647, 1724]
tender-cell-n: ০৬ — [790, 865, 815, 883]
satkhira-body: সাতক্ষীরা সংবাদদাতা সাতক্ষীরার কালিগঞ্জ এলাকায় জাল ডলার ও টাকা ছাপানোর মেশিনসহ প্রতারকচক্রের দুই সদস্যকে আটক করেছে সেনাবাহিনী। গতকাল শুক্রবার (২৩ মে) সন্ধ্যায় সাতক্ষীরা সদরের কাটিয়া এলাকার একটি বাড়ি থেকে তাদের আটক করা হয়। আটককৃতরা হলেন- শ্যামনগর উপজেলার জুলফিক্কার নাইম ও তালা উপজেলার রাসেল গাজী। তাদের কাছ থেকে একটি ল্যাপটপ, প্রিন্টার, ১০০ ইউএস ডলারের জাল নোট এবং বিভিন্ন সরঞ্জাম জব্দ করা হয়েছে। — [1158, 192, 1516, 273]
lead-headline-line-2: আতঙ্কে নিম্নাঞ্চলের বাসিন্দারা — [112, 193, 697, 254]
tender-cell-v: ২৩/৬/২০২৫ খ্রিঃ তারিখ, ১৫.০০ ঘটিকা পর্যন্ত। — [1010, 1007, 1515, 1025]
tender-section-heading: অর্থের উৎস — [790, 920, 1515, 939]
goods-cell-item: মুদ্রণ ও বাঁধাই কাজের দরপত্র (৩২৫৫১০২) — [828, 1346, 1215, 1365]
tender-cell-v: ফোন নং-০২-৯৯৬৬৩৩০১৭৭ ও E-mail:dchqsmp@police.gov.bd — [1010, 1563, 1515, 1593]
goods-cell-item: অন্যান্য মনিহারি মালামাল সরবরাহের দরপত্র (৩২৫৫১০৫) — [828, 1328, 1215, 1346]
lead-column-3: পানি বাড়লে বন্যার সম্ভাবনা রয়েছে। সংশ্লিষ্ট দপ্তর সূত্রে জানা যায়, টানা বর্ষণ ও পাহাড়ি ঢলে গত বছরের অক্টোবরে প্লাবিত হয় ময়মনসিংহের হালুয়াঘাট, ধোবাউড়া এবং ফুলপুর উপজেলা। এতে দুর্ভোগে পড়েন প্রায় লক্ষাধিক মানুষ। এছাড়া রাস্তাঘাট, বাড়ি ঘর, ধান ও সবজির ক্ষেত, সড়ক ও বাঁধ ব্যাপক ক্ষতিগ্রস্ত হয়। তখনকার বন্যায় এই চার উপজেলায় প্রায় ২৬ হাজার হেক্টর জমির আমন ধান ও শাক-সবজি ক্ষতিগ্রস্ত হয়। বন্যায় জেলায় ১৬৭ কিলোমিটার গ্রামীণ সড়ক ক্ষতিগ্রস্ত হয়। যেটাতে ক্ষতির পরিমাণ প্রায় ১৩৩ কোটি টাকা। কৃষি সম্প্রসারণ অধিদপ্তর ময়মনসিংহের উপপরিচালক ড. নাছরিন আক্তার বানু বলেন, নদ-নদীর পানি বাড়ছে। নিচু এলাকায় আকস্মিক বন্যা হলে বিপাকে পড়বে কৃষকরা। — [534, 278, 774, 456]
tender-cell-n: ০৯ — [790, 988, 815, 1007]
